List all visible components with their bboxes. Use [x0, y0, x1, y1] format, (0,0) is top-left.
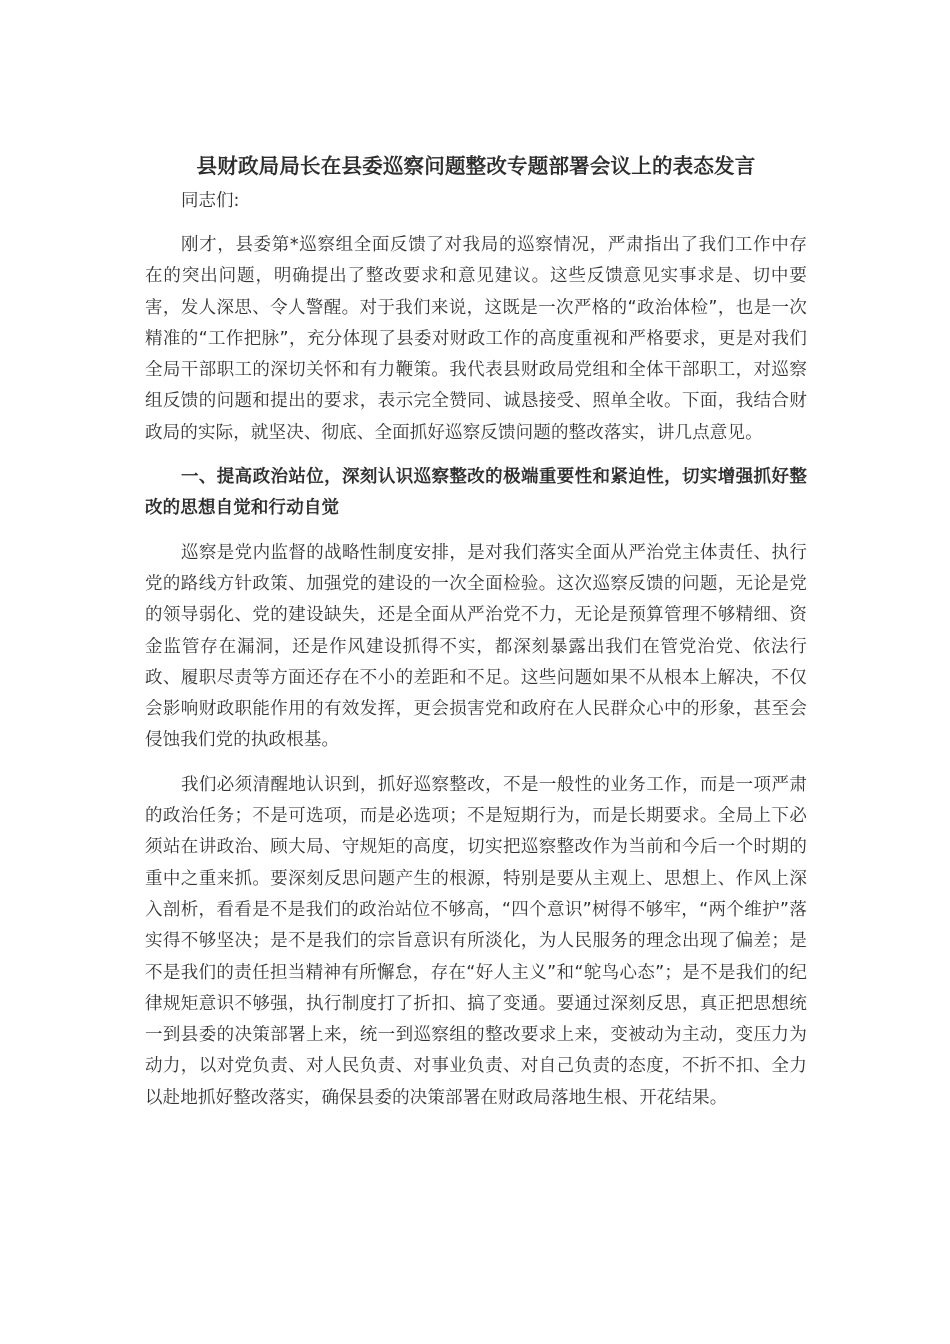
greeting: 同志们:: [181, 191, 240, 211]
section-heading-1: 一、提高政治站位，深刻认识巡察整改的极端重要性和紧迫性，切实增强抓好整改的思想自觉和行动自觉: [145, 467, 807, 519]
paragraph-rectification-requirements: 我们必须清醒地认识到，抓好巡察整改，不是一般性的业务工作，而是一项严肃的政治任务；不是可选项，而是必选项；不是短期行为，而是长期要求。全局上下必须站在讲政治、顾大局、守规矩的高度，切实把巡察整改作为当前和今后一个时期的重中之重来抓。要深刻反思问题产生的根源，特别是要从主观上、思想上、作风上深入剖析，看看是不是我们的政治站位不够高，“四个意识”树得不够牢，“两个维护”落实得不够坚决；是不是我们的宗旨意识有所淡化，为人民服务的理念出现了偏差；是不是我们的责任担当精神有所懈怠，存在“好人主义”和“鸵鸟心态”；是不是我们的纪律规矩意识不够强，执行制度打了折扣、搞了变通。要通过深刻反思，真正把思想统一到县委的决策部署上来，统一到巡察组的整改要求上来，变被动为主动，变压力为动力，以对党负责、对人民负责、对事业负责、对自己负责的态度，不折不扣、全力以赴地抓好整改落实，确保县委的决策部署在财政局落地生根、开花结果。: [145, 774, 807, 1108]
document-title: 县财政局局长在县委巡察问题整改专题部署会议上的表态发言: [196, 154, 756, 178]
document-page: [145, 146, 807, 1127]
paragraph-opening: 刚才，县委第*巡察组全面反馈了对我局的巡察情况，严肃指出了我们工作中存在的突出问题，明确提出了整改要求和意见建议。这些反馈意见实事求是、切中要害，发人深思、令人警醒。对于我们来说，这既是一次严格的“政治体检”，也是一次精准的“工作把脉”，充分体现了县委对财政工作的高度重视和严格要求，更是对我们全局干部职工的深切关怀和有力鞭策。我代表县财政局党组和全体干部职工，对巡察组反馈的问题和提出的要求，表示完全赞同、诚恳接受、照单全收。下面，我结合财政局的实际，就坚决、彻底、全面抓好巡察反馈问题的整改落实，讲几点意见。: [145, 235, 807, 443]
paragraph-inspection-importance: 巡察是党内监督的战略性制度安排，是对我们落实全面从严治党主体责任、执行党的路线方针政策、加强党的建设的一次全面检验。这次巡察反馈的问题，无论是党的领导弱化、党的建设缺失，还是全面从严治党不力，无论是预算管理不够精细、资金监管存在漏洞，还是作风建设抓得不实，都深刻暴露出我们在管党治党、依法行政、履职尽责等方面还存在不小的差距和不足。这些问题如果不从根本上解决，不仅会影响财政职能作用的有效发挥，更会损害党和政府在人民群众心中的形象，甚至会侵蚀我们党的执政根基。: [145, 542, 807, 751]
